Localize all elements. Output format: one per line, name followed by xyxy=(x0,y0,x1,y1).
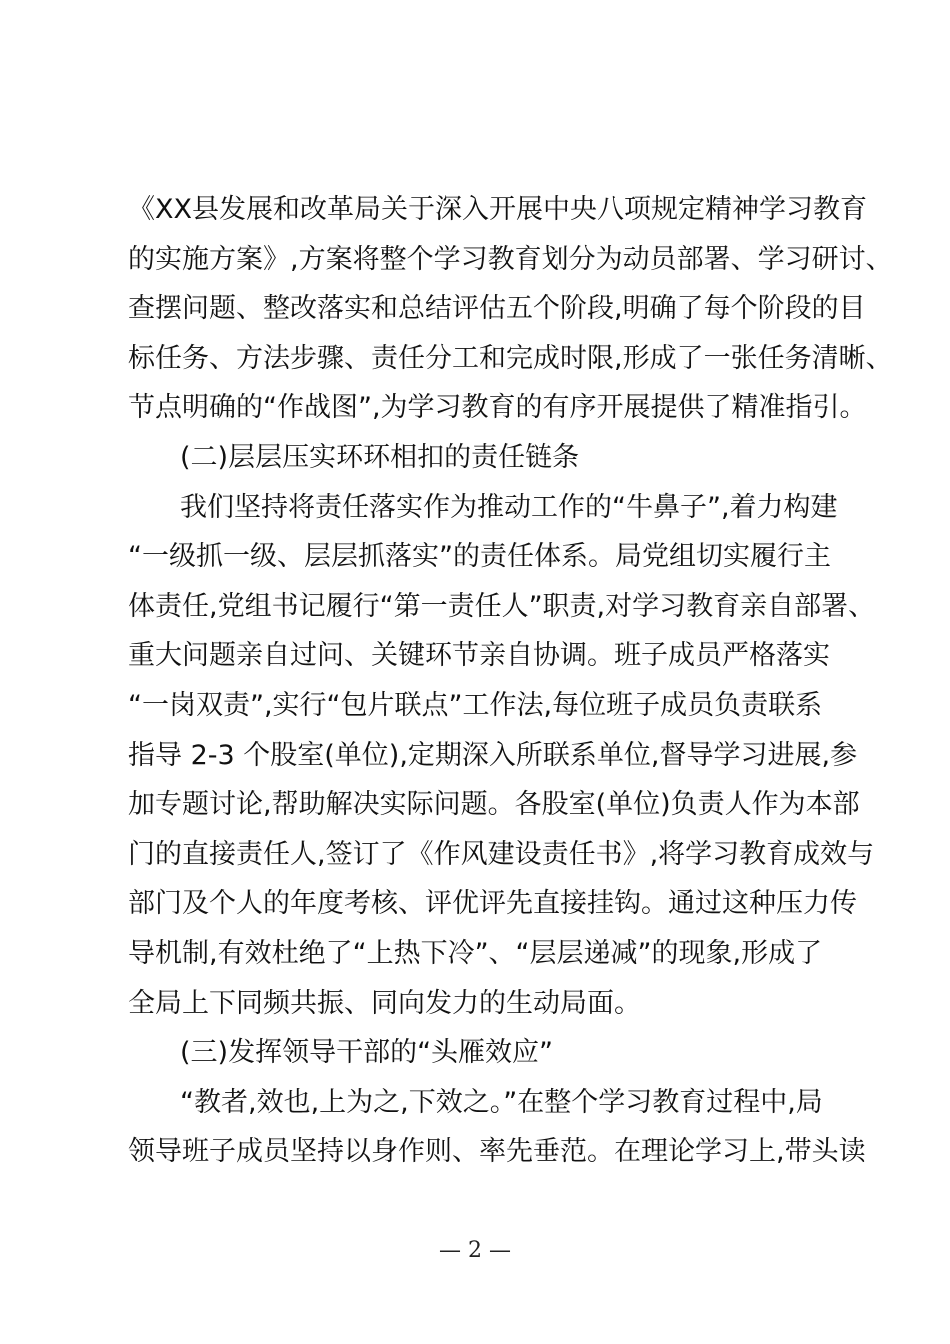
text-line: 节点明确的“作战图”,为学习教育的有序开展提供了精准指引。 xyxy=(128,392,867,424)
text-line: 体责任,党组书记履行“第一责任人”职责,对学习教育亲自部署、 xyxy=(128,590,876,622)
text-line: 全局上下同频共振、同向发力的生动局面。 xyxy=(128,987,641,1019)
text-line: “教者,效也,上为之,下效之。”在整个学习教育过程中,局 xyxy=(180,1086,823,1118)
section-heading: (三)发挥领导干部的“头雁效应” xyxy=(180,1037,554,1069)
text-line: “一级抓一级、层层抓落实”的责任体系。局党组切实履行主 xyxy=(128,541,831,573)
text-line: 查摆问题、整改落实和总结评估五个阶段,明确了每个阶段的目 xyxy=(128,293,866,325)
section-heading: (二)层层压实环环相扣的责任链条 xyxy=(180,441,580,473)
text-line: 导机制,有效杜绝了“上热下冷”、“层层递减”的现象,形成了 xyxy=(128,937,823,969)
text-line: 的实施方案》,方案将整个学习教育划分为动员部署、学习研讨、 xyxy=(128,243,893,275)
text-line: 加专题讨论,帮助解决实际问题。各股室(单位)负责人作为本部 xyxy=(128,789,860,821)
text-line: 门的直接责任人,签订了《作风建设责任书》,将学习教育成效与 xyxy=(128,838,875,870)
text-line: 标任务、方法步骤、责任分工和完成时限,形成了一张任务清晰、 xyxy=(128,342,893,374)
text-line: 部门及个人的年度考核、评优评先直接挂钩。通过这种压力传 xyxy=(128,888,857,920)
text-line: 我们坚持将责任落实作为推动工作的“牛鼻子”,着力构建 xyxy=(180,491,838,523)
page-number: — 2 — xyxy=(439,1238,511,1263)
text-line: 重大问题亲自过问、关键环节亲自协调。班子成员严格落实 xyxy=(128,640,830,672)
text-line: 《XX县发展和改革局关于深入开展中央八项规定精神学习教育 xyxy=(128,194,867,225)
text-line: 领导班子成员坚持以身作则、率先垂范。在理论学习上,带头读 xyxy=(128,1136,866,1168)
document-body xyxy=(128,185,893,1177)
text-line: “一岗双责”,实行“包片联点”工作法,每位班子成员负责联系 xyxy=(128,689,823,721)
text-line: 指导 2-3 个股室(单位),定期深入所联系单位,督导学习进展,参 xyxy=(128,739,858,771)
